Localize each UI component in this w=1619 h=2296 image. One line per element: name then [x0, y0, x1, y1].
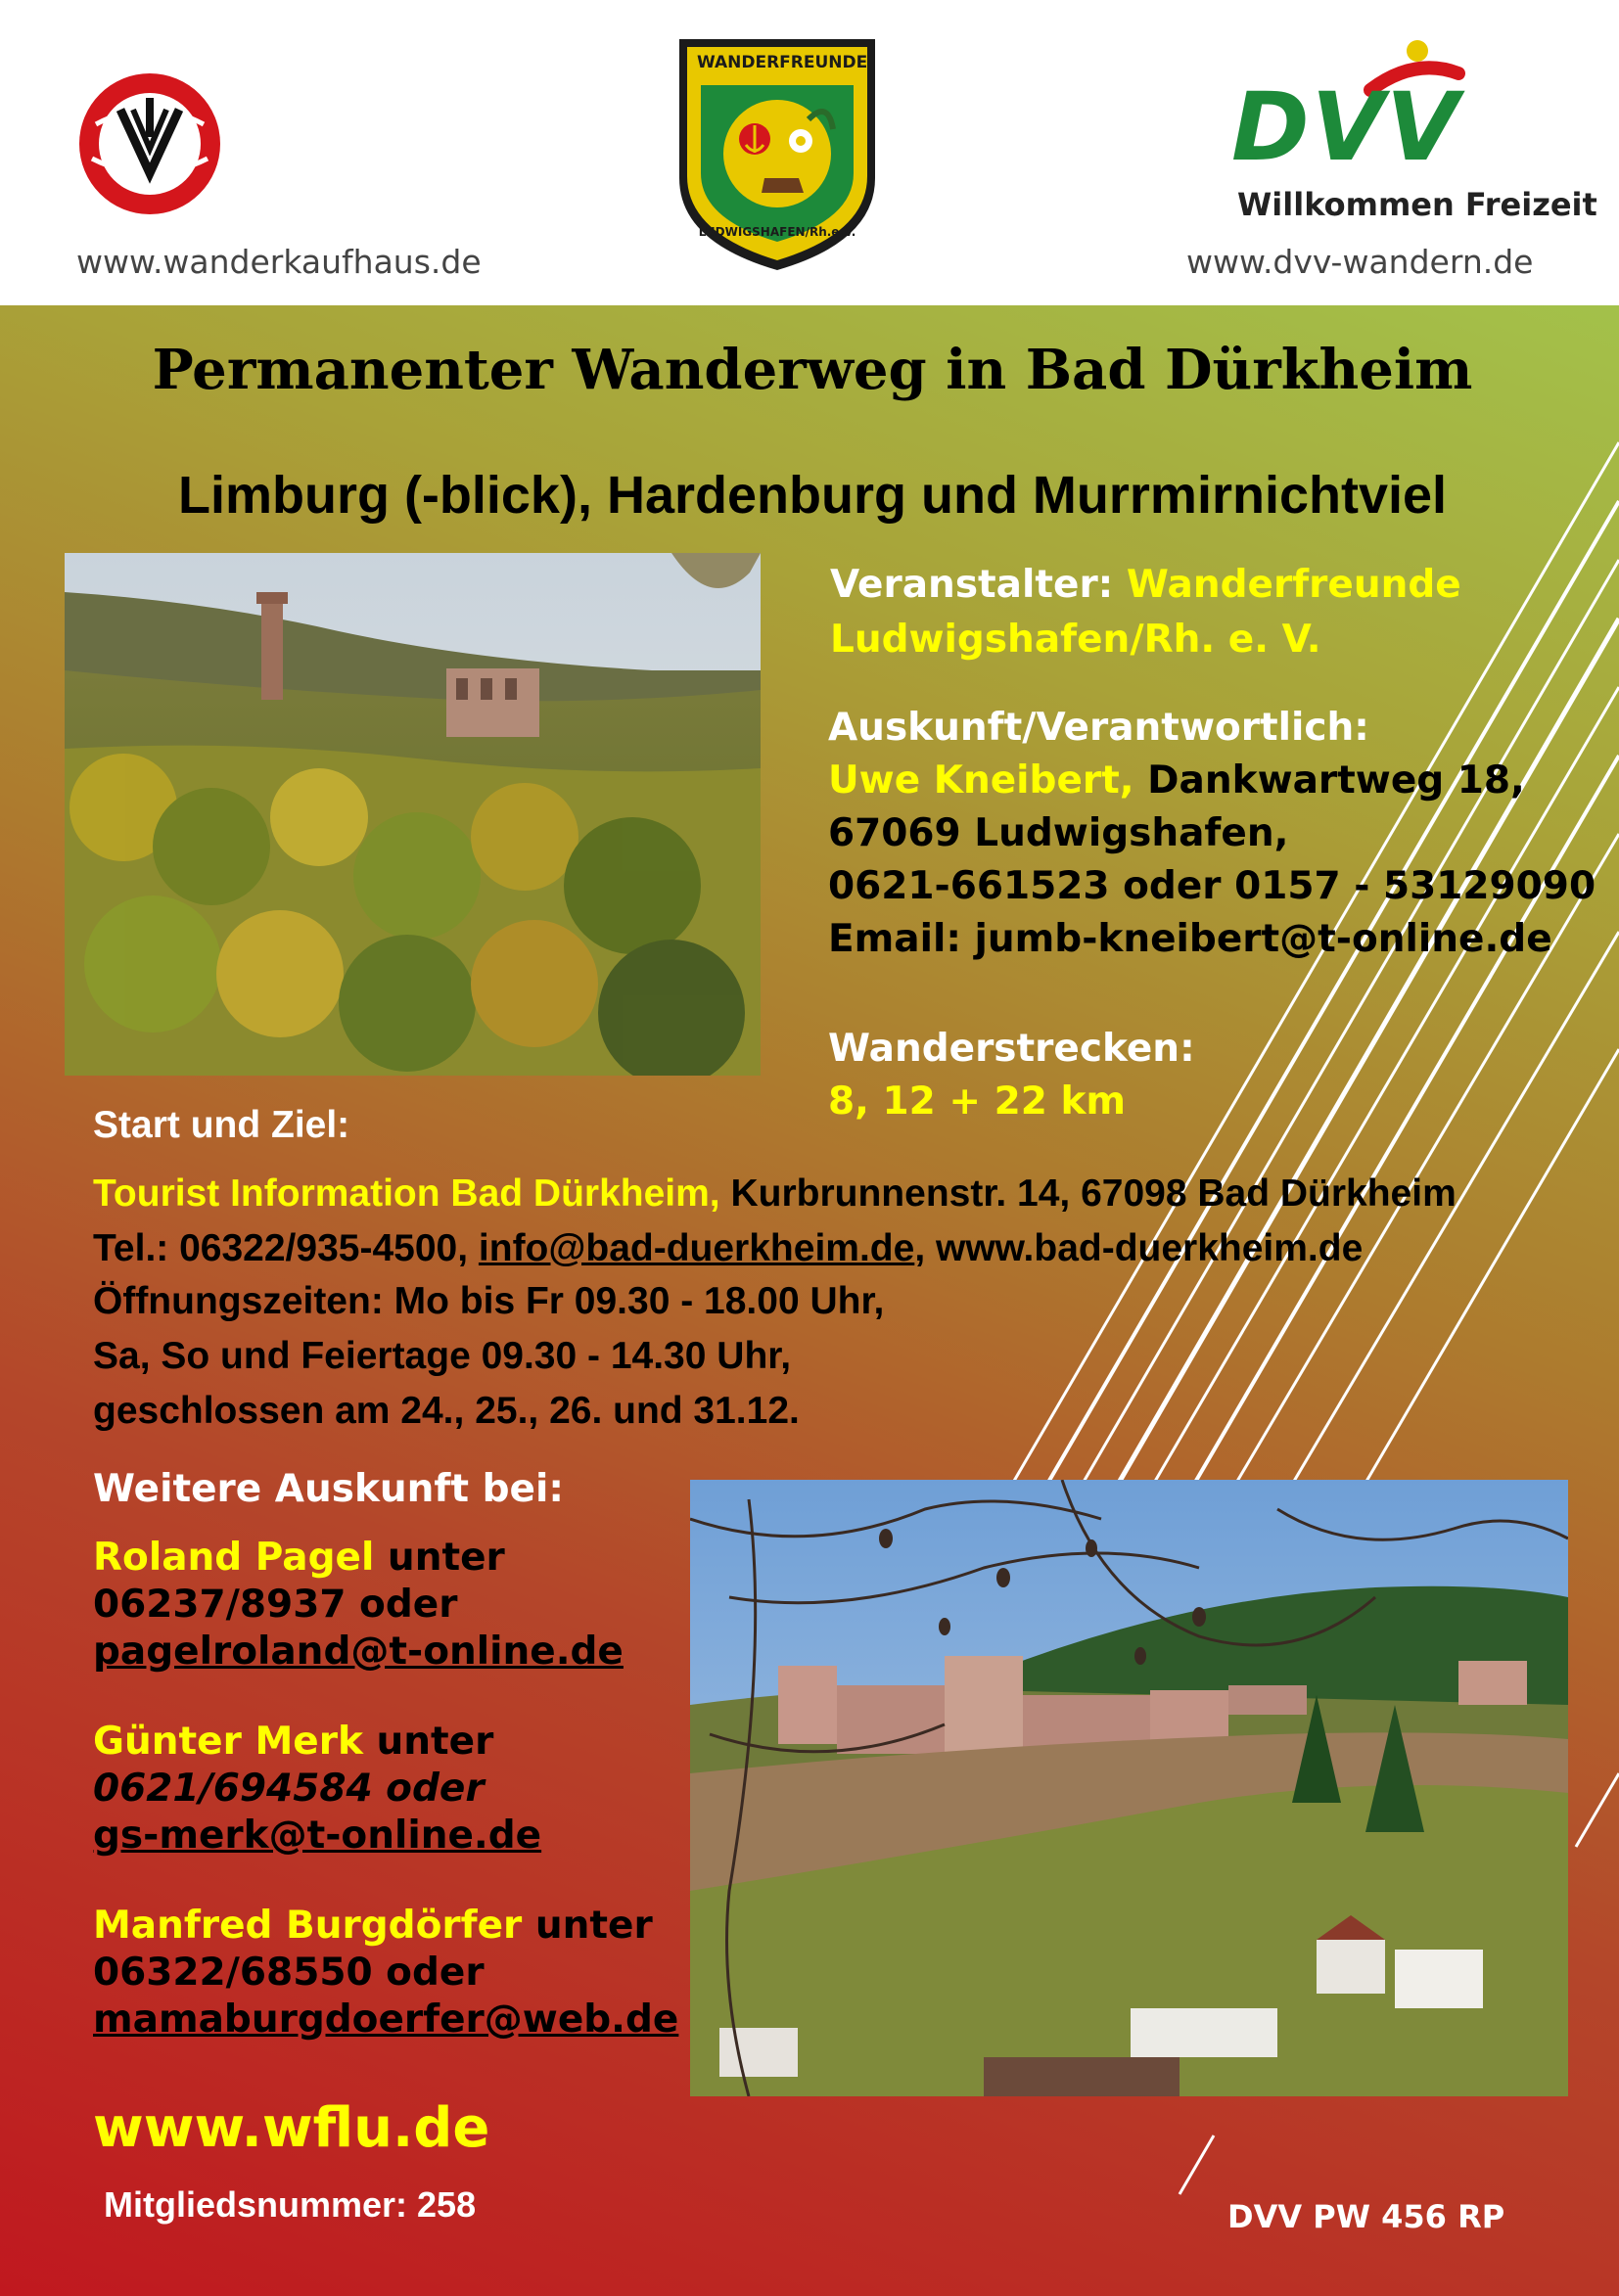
- page-subtitle: Limburg (-blick), Hardenburg und Murrmirnichtviel: [177, 466, 1448, 525]
- badge-bottom-text: LUDWIGSHAFEN/Rh.e.V.: [698, 225, 856, 239]
- contact3-phone: 06322/68550 oder: [93, 1951, 485, 1995]
- hardenburg-photo: [690, 1480, 1568, 2096]
- start-tel: Tel.: 06322/935-4500,: [93, 1227, 469, 1269]
- contact-name: Uwe Kneibert,: [828, 758, 1134, 803]
- wanderkaufhaus-url[interactable]: www.wanderkaufhaus.de: [76, 243, 482, 281]
- dvv-logo-text: DVV: [1231, 72, 1461, 182]
- contact2-email[interactable]: gs-merk@t-online.de: [93, 1814, 542, 1858]
- start-tel-line: [93, 1223, 1363, 1274]
- start-web-link[interactable]: , www.bad-duerkheim.de: [914, 1227, 1364, 1269]
- contact2-name: Günter Merk: [93, 1720, 363, 1764]
- contact-name-line: [828, 756, 1525, 806]
- start-place: Tourist Information Bad Dürkheim,: [93, 1172, 720, 1215]
- limburg-photo: [65, 553, 761, 1076]
- member-number: Mitgliedsnummer: 258: [104, 2184, 477, 2225]
- contact-city: 67069 Ludwigshafen,: [828, 811, 1289, 855]
- dvv-url[interactable]: www.dvv-wandern.de: [1186, 243, 1534, 281]
- contact1-phone: 06237/8937 oder: [93, 1583, 458, 1627]
- badge-top-text: WANDERFREUNDE: [697, 53, 868, 72]
- start-hours2: Sa, So und Feiertage 09.30 - 14.30 Uhr,: [93, 1335, 792, 1377]
- routes-label: Wanderstrecken:: [828, 1027, 1195, 1071]
- contact-email[interactable]: Email: jumb-kneibert@t-online.de: [828, 917, 1552, 961]
- contact1-name: Roland Pagel: [93, 1536, 375, 1580]
- contact3-suffix: unter: [522, 1904, 653, 1948]
- start-address: Kurbrunnenstr. 14, 67098 Bad Dürkheim: [730, 1172, 1457, 1215]
- contact3-name: Manfred Burgdörfer: [93, 1904, 523, 1948]
- contact1-name-line: [93, 1533, 505, 1584]
- start-email-link[interactable]: info@bad-duerkheim.de: [478, 1227, 915, 1269]
- contact1-email[interactable]: pagelroland@t-online.de: [93, 1630, 624, 1674]
- dvv-tagline: Willkommen Freizeit: [1237, 186, 1597, 223]
- contact-label: Auskunft/Verantwortlich:: [828, 706, 1369, 750]
- ivv-logo: [76, 70, 223, 217]
- start-label: Start und Ziel:: [93, 1104, 350, 1146]
- start-place-line: [93, 1169, 1457, 1219]
- contact-street: Dankwartweg 18,: [1147, 758, 1525, 803]
- contact3-email[interactable]: mamaburgdoerfer@web.de: [93, 1998, 679, 2042]
- contact2-name-line: [93, 1717, 493, 1768]
- contact1-suffix: unter: [374, 1536, 505, 1580]
- organizer-line2: Ludwigshafen/Rh. e. V.: [830, 618, 1321, 662]
- start-hours1: Öffnungszeiten: Mo bis Fr 09.30 - 18.00 Uhr,: [93, 1280, 885, 1322]
- organizer-label: Veranstalter:: [830, 563, 1114, 607]
- contact3-name-line: [93, 1901, 653, 1952]
- contact2-suffix: unter: [362, 1720, 494, 1764]
- start-hours3: geschlossen am 24., 25., 26. und 31.12.: [93, 1390, 800, 1432]
- organizer-name: Wanderfreunde: [1126, 563, 1461, 607]
- contact2-phone: 0621/694584 oder: [93, 1767, 485, 1811]
- more-label: Weitere Auskunft bei:: [93, 1467, 564, 1511]
- page-title: Permanenter Wanderweg in Bad Dürkheim: [152, 338, 1473, 402]
- routes-value: 8, 12 + 22 km: [828, 1079, 1127, 1124]
- website-link[interactable]: www.wflu.de: [93, 2096, 490, 2160]
- organizer-line1: [830, 560, 1461, 611]
- dvv-code: DVV PW 456 RP: [1227, 2198, 1505, 2235]
- contact-phone: 0621-661523 oder 0157 - 53129090: [828, 864, 1596, 908]
